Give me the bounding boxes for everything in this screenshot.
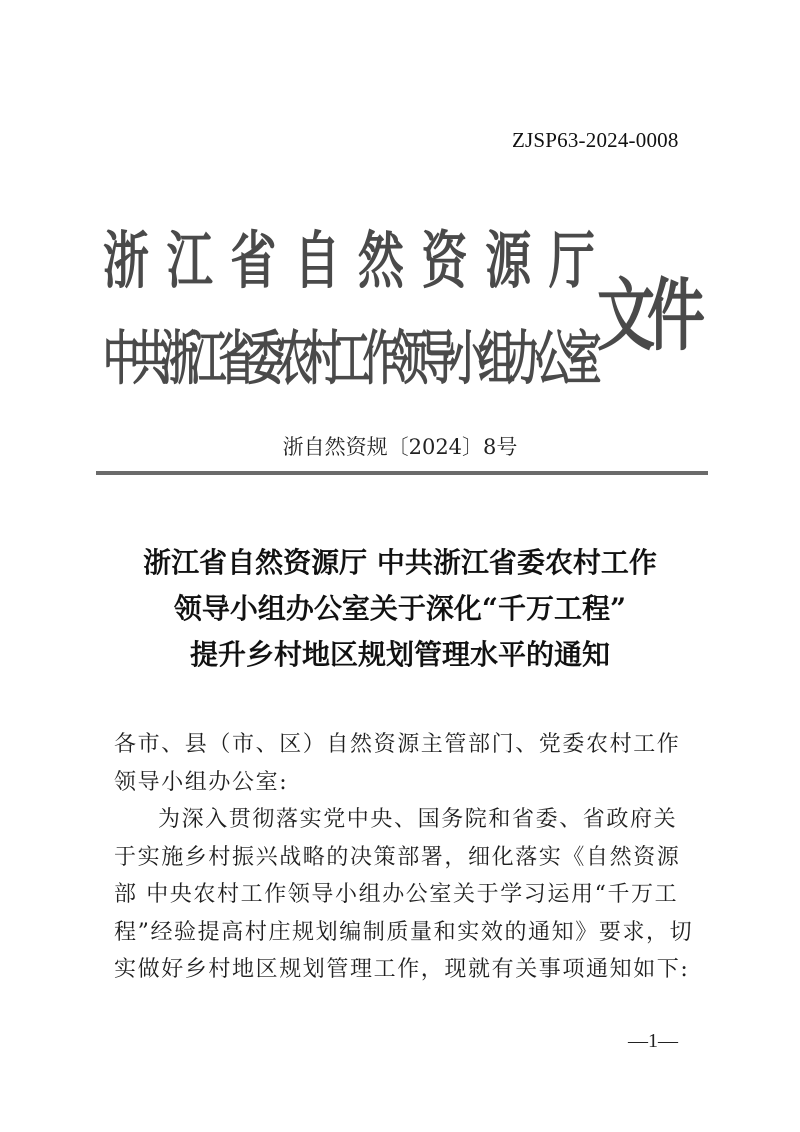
issuer-char: 江 [166,224,213,298]
salutation: 各市、县（市、区）自然资源主管部门、党委农村工作领导小组办公室: [114,732,681,795]
title-line: 浙江省自然资源厅 中共浙江省委农村工作 [143,546,657,579]
issuer-char: 厅 [548,224,595,298]
body-paragraph: 为深入贯彻落实党中央、国务院和省委、省政府关于实施乡村振兴战略的决策部署，细化落实《自然资源部 中央农村工作领导小组办公室关于学习运用“千万工程”经验提高村庄规划编制质量和实效的通知》要求，切实做好乡村地区规划管理工作，现就有关事项通知如下: [114,807,694,982]
title-line: 领导小组办公室关于深化“千万工程” [173,592,627,625]
issuer-char: 资 [421,224,468,298]
document-code: ZJSP63-2024-0008 [512,128,679,152]
document-number: 浙自然资规〔2024〕8号 [282,435,518,459]
document-label: 文件 [597,269,698,362]
issuer-line-2: 中共浙江省委农村工作领导小组办公室 [103,324,594,394]
issuer-char: 源 [485,224,532,298]
issuer-char: 然 [357,224,404,298]
issuer-char: 省 [230,224,277,298]
issuer-char: 浙 [103,224,149,298]
document-title [0,540,800,678]
document-body [114,726,694,989]
issuer-char: 自 [294,224,341,298]
issuer-line-1 [103,212,595,301]
title-line: 提升乡村地区规划管理水平的通知 [189,638,610,671]
header-divider [96,471,708,475]
page-number: —1— [628,1030,678,1052]
